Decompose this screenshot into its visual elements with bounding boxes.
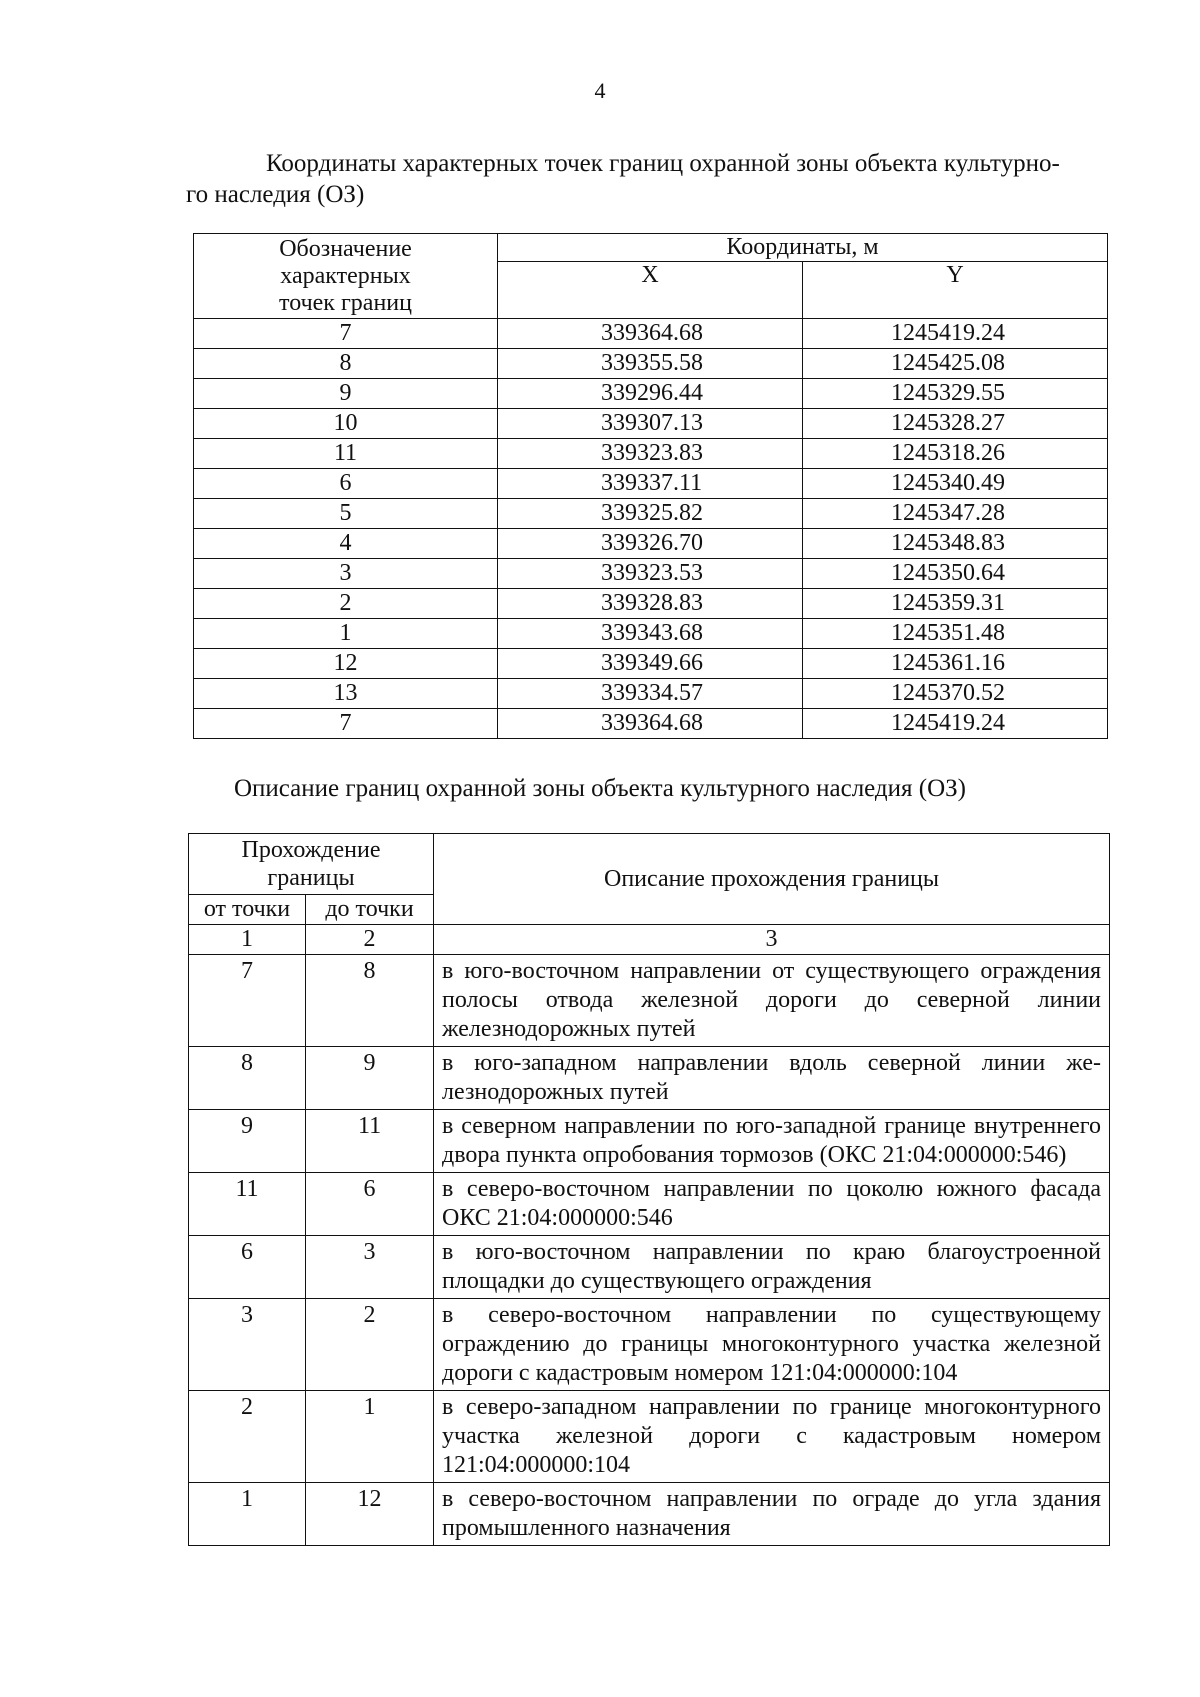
boundary-row (189, 1173, 1110, 1236)
point-cell: 9 (194, 379, 498, 409)
description-cell: в юго-восточном направлении по краю благоустроенной площадки до существующего ограждения (434, 1236, 1110, 1299)
x-coordinate-cell: 339307.13 (498, 409, 803, 439)
y-coordinate-cell: 1245351.48 (803, 619, 1108, 649)
column-number: 3 (434, 925, 1110, 955)
description-cell: в юго-восточном направлении от существующего ограждения полосы отвода железной дороги до северной линии железнодорожных путей (434, 955, 1110, 1047)
point-cell: 13 (194, 679, 498, 709)
column-number: 2 (306, 925, 434, 955)
y-coordinate-cell: 1245359.31 (803, 589, 1108, 619)
coordinates-table (193, 233, 1108, 739)
coordinate-row (194, 439, 1108, 469)
point-cell: 5 (194, 499, 498, 529)
to-point-cell: 1 (306, 1391, 434, 1483)
from-point-header: от точки (189, 895, 306, 925)
x-coordinate-cell: 339325.82 (498, 499, 803, 529)
from-point-cell: 2 (189, 1391, 306, 1483)
point-cell: 11 (194, 439, 498, 469)
point-cell: 1 (194, 619, 498, 649)
designation-header-line: Обозначение (279, 236, 412, 262)
coordinates-table-body (194, 319, 1108, 739)
coordinates-header: Координаты, м (498, 234, 1108, 262)
to-point-cell: 9 (306, 1047, 434, 1110)
point-cell: 8 (194, 349, 498, 379)
boundary-row (189, 1047, 1110, 1110)
point-cell: 2 (194, 589, 498, 619)
description-table-body (189, 955, 1110, 1546)
description-cell: в северо-восточном направлении по существующему ограждению до границы многоконтурного участка железной дороги с кадастровым номером 121:04:000000:104 (434, 1299, 1110, 1391)
coordinates-title-line-1: Координаты характерных точек границ охранной зоны объекта культурно- (266, 150, 1060, 177)
coordinate-row (194, 679, 1108, 709)
coordinate-row (194, 319, 1108, 349)
x-coordinate-cell: 339364.68 (498, 709, 803, 739)
coordinate-row (194, 469, 1108, 499)
coordinates-title-line-2: го наследия (ОЗ) (186, 181, 365, 208)
boundary-row (189, 1236, 1110, 1299)
boundary-row (189, 1110, 1110, 1173)
point-cell: 12 (194, 649, 498, 679)
to-point-cell: 11 (306, 1110, 434, 1173)
y-coordinate-cell: 1245361.16 (803, 649, 1108, 679)
y-coordinate-cell: 1245425.08 (803, 349, 1108, 379)
x-coordinate-cell: 339326.70 (498, 529, 803, 559)
boundary-row (189, 1391, 1110, 1483)
point-cell: 3 (194, 559, 498, 589)
x-coordinate-cell: 339355.58 (498, 349, 803, 379)
coordinate-row (194, 649, 1108, 679)
description-cell: в северо-восточном направлении по цоколю южного фасада ОКС 21:04:000000:546 (434, 1173, 1110, 1236)
to-point-cell: 2 (306, 1299, 434, 1391)
y-coordinate-cell: 1245340.49 (803, 469, 1108, 499)
y-coordinate-cell: 1245328.27 (803, 409, 1108, 439)
to-point-cell: 8 (306, 955, 434, 1047)
coordinate-row (194, 559, 1108, 589)
column-number: 1 (189, 925, 306, 955)
y-coordinate-cell: 1245347.28 (803, 499, 1108, 529)
y-coordinate-cell: 1245419.24 (803, 319, 1108, 349)
y-coordinate-cell: 1245318.26 (803, 439, 1108, 469)
coordinate-row (194, 709, 1108, 739)
coordinate-row (194, 349, 1108, 379)
y-column-header: Y (803, 262, 1108, 319)
description-cell: в северном направлении по юго-западной границе внутреннего двора пункта опробования тормозов (ОКС 21:04:000000:546) (434, 1110, 1110, 1173)
designation-header (194, 234, 498, 319)
to-point-cell: 12 (306, 1483, 434, 1546)
x-coordinate-cell: 339328.83 (498, 589, 803, 619)
boundary-description-table (188, 833, 1110, 1546)
x-coordinate-cell: 339296.44 (498, 379, 803, 409)
coordinate-row (194, 619, 1108, 649)
boundary-row (189, 955, 1110, 1047)
point-cell: 6 (194, 469, 498, 499)
x-column-header: X (498, 262, 803, 319)
description-cell: в юго-западном направлении вдоль северной линии железнодорожных путей (434, 1047, 1110, 1110)
from-point-cell: 8 (189, 1047, 306, 1110)
x-coordinate-cell: 339337.11 (498, 469, 803, 499)
coordinates-table-title (186, 148, 1111, 210)
boundary-passage-header-line: границы (267, 865, 355, 891)
coordinate-row (194, 409, 1108, 439)
x-coordinate-cell: 339343.68 (498, 619, 803, 649)
point-cell: 4 (194, 529, 498, 559)
y-coordinate-cell: 1245419.24 (803, 709, 1108, 739)
coordinate-row (194, 589, 1108, 619)
from-point-cell: 11 (189, 1173, 306, 1236)
description-cell: в северо-восточном направлении по ограде до угла здания промышленного назначения (434, 1483, 1110, 1546)
y-coordinate-cell: 1245329.55 (803, 379, 1108, 409)
point-cell: 7 (194, 709, 498, 739)
point-cell: 10 (194, 409, 498, 439)
y-coordinate-cell: 1245350.64 (803, 559, 1108, 589)
page-number: 4 (594, 78, 606, 103)
x-coordinate-cell: 339323.53 (498, 559, 803, 589)
to-point-header: до точки (306, 895, 434, 925)
x-coordinate-cell: 339334.57 (498, 679, 803, 709)
from-point-cell: 1 (189, 1483, 306, 1546)
x-coordinate-cell: 339349.66 (498, 649, 803, 679)
designation-header-line: характерных (280, 263, 411, 289)
from-point-cell: 9 (189, 1110, 306, 1173)
y-coordinate-cell: 1245370.52 (803, 679, 1108, 709)
column-number-row (189, 925, 1110, 955)
to-point-cell: 6 (306, 1173, 434, 1236)
boundary-passage-header (189, 834, 434, 895)
boundary-passage-header-line: Прохождение (241, 837, 381, 863)
boundary-row (189, 1299, 1110, 1391)
from-point-cell: 7 (189, 955, 306, 1047)
boundary-row (189, 1483, 1110, 1546)
y-coordinate-cell: 1245348.83 (803, 529, 1108, 559)
x-coordinate-cell: 339323.83 (498, 439, 803, 469)
from-point-cell: 3 (189, 1299, 306, 1391)
coordinate-row (194, 379, 1108, 409)
point-cell: 7 (194, 319, 498, 349)
from-point-cell: 6 (189, 1236, 306, 1299)
description-table-title: Описание границ охранной зоны объекта культурного наследия (ОЗ) (233, 775, 967, 802)
designation-header-line: точек границ (279, 290, 412, 316)
to-point-cell: 3 (306, 1236, 434, 1299)
x-coordinate-cell: 339364.68 (498, 319, 803, 349)
description-column-header: Описание прохождения границы (434, 834, 1110, 925)
description-cell: в северо-западном направлении по границе многоконтурного участка железной дороги с кадастровым номером 121:04:000000:104 (434, 1391, 1110, 1483)
coordinate-row (194, 529, 1108, 559)
coordinate-row (194, 499, 1108, 529)
